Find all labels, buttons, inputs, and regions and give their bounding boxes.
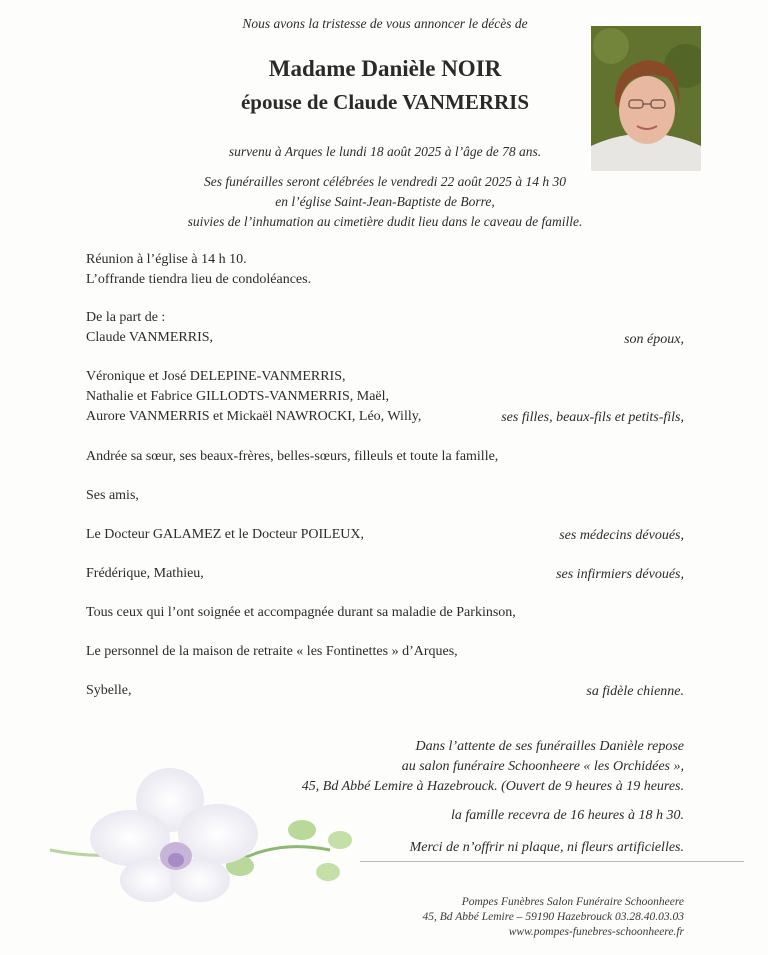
- visitation-request: Merci de n’offrir ni plaque, ni fleurs artificielles.: [409, 840, 684, 855]
- children-role: ses filles, beaux-fils et petits-fils,: [501, 410, 684, 425]
- meeting-line-1: Réunion à l’église à 14 h 10.: [86, 252, 247, 267]
- portrait-photo: [591, 26, 701, 171]
- death-notice: survenu à Arques le lundi 18 août 2025 à l’âge de 78 ans.: [228, 144, 542, 159]
- footer-divider: [360, 861, 744, 862]
- pet-line: Sybelle,: [86, 683, 132, 698]
- husband-role: son époux,: [624, 332, 684, 347]
- sister-line: Andrée sa sœur, ses beaux-frères, belles-sœurs, filleuls et toute la famille,: [86, 449, 499, 464]
- portrait-illustration: [591, 26, 701, 171]
- visitation-line-1: Dans l’attente de ses funérailles Danièle repose: [415, 739, 684, 754]
- footer-website[interactable]: www.pompes-funebres-schoonheere.fr: [508, 926, 684, 938]
- doctors-role: ses médecins dévoués,: [559, 528, 684, 543]
- friends-line: Ses amis,: [86, 488, 139, 503]
- visitation-hours: la famille recevra de 16 heures à 18 h 30.: [450, 808, 684, 823]
- visitation-line-2: au salon funéraire Schoonheere « les Orchidées »,: [401, 759, 684, 774]
- meeting-line-2: L’offrande tiendra lieu de condoléances.: [86, 272, 312, 287]
- staff-line: Le personnel de la maison de retraite « les Fontinettes » d’Arques,: [86, 644, 458, 659]
- nurses-line: Frédérique, Mathieu,: [86, 566, 204, 581]
- caregivers-line: Tous ceux qui l’ont soignée et accompagnée durant sa maladie de Parkinson,: [86, 605, 516, 620]
- intro-text: Nous avons la tristesse de vous annoncer le décès de: [242, 16, 528, 31]
- children-line-1: Véronique et José DELEPINE-VANMERRIS,: [86, 369, 346, 384]
- children-line-2: Nathalie et Fabrice GILLODTS-VANMERRIS, Maël,: [86, 389, 390, 404]
- pet-role: sa fidèle chienne.: [586, 684, 684, 699]
- footer-address: 45, Bd Abbé Lemire – 59190 Hazebrouck 03.28.40.03.03: [422, 911, 684, 923]
- footer-company: Pompes Funèbres Salon Funéraire Schoonheere: [461, 896, 684, 908]
- children-line-3: Aurore VANMERRIS et Mickaël NAWROCKI, Léo, Willy,: [86, 409, 422, 424]
- nurses-role: ses infirmiers dévoués,: [556, 567, 684, 582]
- spouse-line: épouse de Claude VANMERRIS: [240, 90, 530, 114]
- funeral-line-1: Ses funérailles seront célébrées le vendredi 22 août 2025 à 14 h 30: [204, 174, 566, 189]
- doctors-line: Le Docteur GALAMEZ et le Docteur POILEUX,: [86, 527, 364, 542]
- funeral-line-3: suivies de l’inhumation au cimetière dudit lieu dans le caveau de famille.: [187, 214, 583, 229]
- family-intro: De la part de :: [86, 310, 166, 325]
- visitation-line-3: 45, Bd Abbé Lemire à Hazebrouck. (Ouvert de 9 heures à 19 heures.: [301, 779, 684, 794]
- deceased-name: Madame Danièle NOIR: [268, 56, 502, 81]
- husband-name: Claude VANMERRIS,: [86, 330, 214, 345]
- funeral-line-2: en l’église Saint-Jean-Baptiste de Borre,: [275, 194, 495, 209]
